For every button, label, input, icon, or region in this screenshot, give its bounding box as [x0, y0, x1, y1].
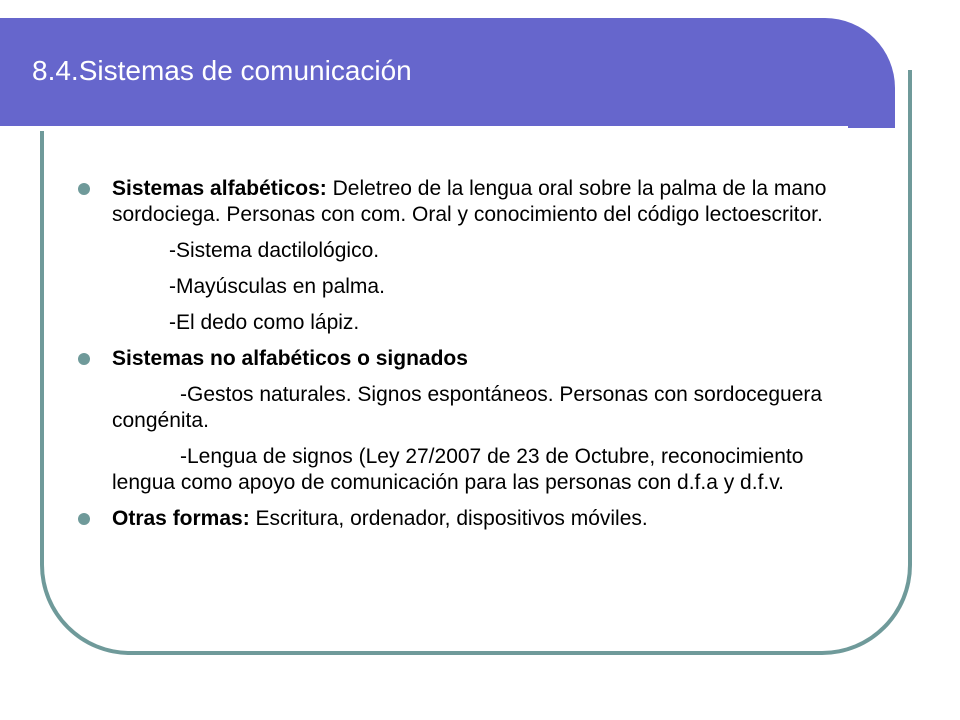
sub-item-wrap [74, 444, 864, 496]
sub-item-text: -Lengua de signos (Ley 27/2007 de 23 de Octubre, reconocimiento lengua como apoyo de comunicación para las personas con d.f.a y d.f.v. [112, 445, 804, 494]
bullet-alfabeticos [74, 176, 864, 228]
bullet-dot-icon [78, 353, 90, 365]
sub-item: -El dedo como lápiz. [169, 311, 360, 334]
bullet-text: Deletreo de la lengua oral sobre la palma de la mano sordociega. Personas con com. Oral y conocimiento del código lectoescritor. [112, 177, 827, 226]
sub-item-text: -Gestos naturales. Signos espontáneos. Personas con sordoceguera congénita. [112, 383, 823, 432]
sub-item: -Sistema dactilológico. [169, 239, 380, 262]
bullet-no-alfabeticos [74, 346, 864, 372]
bullet-otras [74, 506, 864, 532]
slide-content [74, 176, 864, 542]
bullet-text: Escritura, ordenador, dispositivos móviles. [249, 507, 648, 530]
bullet-heading: Sistemas no alfabéticos o signados [112, 347, 468, 370]
sub-item: -Mayúsculas en palma. [169, 275, 385, 298]
bullet-dot-icon [78, 183, 90, 195]
bullet-heading: Sistemas alfabéticos: [112, 177, 327, 200]
bullet-heading: Otras formas: [112, 507, 250, 530]
sub-item-wrap [74, 382, 864, 434]
title-underline [0, 126, 848, 131]
slide-title: 8.4.Sistemas de comunicación [32, 55, 412, 86]
bullet-dot-icon [78, 513, 90, 525]
